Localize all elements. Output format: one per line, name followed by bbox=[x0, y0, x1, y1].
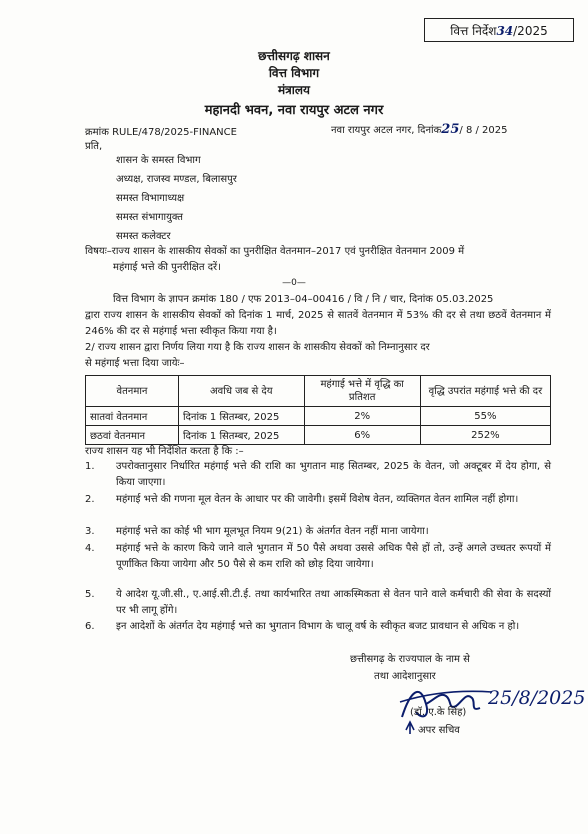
table-header-cell: वृद्धि उपरांत महंगाई भत्ते की दर bbox=[420, 376, 550, 407]
table-header-cell: वेतनमान bbox=[86, 376, 179, 407]
list-item-number: 3. bbox=[85, 526, 95, 537]
header-department: वित्त विभाग bbox=[268, 66, 320, 80]
ref-handwritten-number: 34 bbox=[496, 24, 514, 38]
subject-line2: महंगाई भत्ते की पुनरीक्षित दरें। bbox=[113, 262, 221, 273]
paragraph-2-line1: 2/ राज्य शासन द्वारा निर्णय लिया गया है कि राज्य शासन के शासकीय सेवकों को निम्नानुसार दर bbox=[85, 342, 430, 353]
list-item bbox=[85, 492, 551, 508]
list-item bbox=[85, 459, 551, 491]
table-row bbox=[86, 407, 551, 426]
signatory-name: (डॉ. ए.के सिंह) bbox=[410, 707, 467, 718]
subject bbox=[85, 244, 551, 276]
order-date-day: 25 bbox=[441, 122, 460, 137]
to-label: प्रति, bbox=[85, 141, 103, 152]
order-date-rest: / 8 / 2025 bbox=[459, 125, 508, 136]
da-rates-table bbox=[85, 375, 551, 445]
addressee: समस्त कलेक्टर bbox=[116, 231, 171, 242]
table-cell: सातवां वेतनमान bbox=[86, 407, 179, 426]
list-item bbox=[85, 619, 551, 635]
list-item bbox=[85, 587, 551, 619]
table-cell: छठवां वेतनमान bbox=[86, 426, 179, 445]
list-item-text: उपरोक्तानुसार निर्धारित महंगाई भत्ते की राशि का भुगतान माह सितम्बर, 2025 के वेतन, जो अक्टूबर में देय होगा, से किया जाएगा। bbox=[116, 461, 551, 488]
subject-line1: विषयः–राज्य शासन के शासकीय सेवकों का पुनरीक्षित वेतनमान–2017 एवं पुनरीक्षित वेतनमान 2009 में bbox=[85, 246, 465, 257]
list-item-text: ये आदेश यू.जी.सी., ए.आई.सी.टी.ई. तथा कार्यभारित तथा आकस्मिकता से वेतन पाने वाले कर्मचारी की सेवा के सदस्यों पर भी लागू होंगे। bbox=[116, 589, 551, 616]
paragraph-1 bbox=[85, 292, 551, 340]
table-cell: 252% bbox=[420, 426, 550, 445]
list-item-number: 2. bbox=[85, 494, 95, 505]
list-item bbox=[85, 541, 551, 573]
reference-number-box bbox=[424, 18, 574, 42]
signature-authority-line1: छत्तीसगढ़ के राज्यपाल के नाम से bbox=[350, 654, 470, 665]
table-cell: दिनांक 1 सितम्बर, 2025 bbox=[179, 407, 305, 426]
signature-authority-line2: तथा आदेशानुसार bbox=[374, 671, 436, 682]
signatory-designation: अपर सचिव bbox=[418, 725, 460, 736]
order-place-date bbox=[331, 122, 507, 137]
list-item-number: 5. bbox=[85, 589, 95, 600]
header-ministry: मंत्रालय bbox=[277, 83, 310, 97]
table-cell: 6% bbox=[304, 426, 420, 445]
instructions-intro: राज्य शासन यह भी निर्देशित करता है कि :– bbox=[85, 446, 244, 457]
handwritten-date: 25/8/2025 bbox=[488, 687, 586, 709]
ref-suffix: /2025 bbox=[513, 24, 548, 38]
table-cell: 55% bbox=[420, 407, 550, 426]
separator: —0— bbox=[282, 278, 306, 288]
table-cell: दिनांक 1 सितम्बर, 2025 bbox=[179, 426, 305, 445]
header-government: छत्तीसगढ़ शासन bbox=[258, 49, 330, 63]
table-header-cell: महंगाई भत्ते में वृद्धि का प्रतिशत bbox=[304, 376, 420, 407]
paragraph-1-rest: द्वारा राज्य शासन के शासकीय सेवकों को दिनांक 1 मार्च, 2025 से सातवें वेतनमान में 53% की दर से तथा छठवें वेतनमान में 246% की दर से महंगाई भत्ता स्वीकृत किया गया है। bbox=[85, 310, 551, 337]
list-item-text: इन आदेशों के अंतर्गत देय महंगाई भत्ते का भुगतान विभाग के चालू वर्ष के स्वीकृत बजट प्रावधान से अधिक न हो। bbox=[116, 621, 520, 632]
table-header-cell: अवधि जब से देय bbox=[179, 376, 305, 407]
table-header-row bbox=[86, 376, 551, 407]
addressee: शासन के समस्त विभाग bbox=[116, 155, 201, 166]
list-item-text: महंगाई भत्ते की गणना मूल वेतन के आधार पर की जावेगी। इसमें विशेष वेतन, व्यक्तिगत वेतन शामिल नहीं होगा। bbox=[116, 494, 519, 505]
addressee: अध्यक्ष, राजस्व मण्डल, बिलासपुर bbox=[116, 174, 237, 185]
addressee: समस्त विभागाध्यक्ष bbox=[116, 193, 185, 204]
ref-prefix: वित्त निर्देश bbox=[450, 24, 497, 38]
list-item-number: 4. bbox=[85, 543, 95, 554]
order-place-date-prefix: नवा रायपुर अटल नगर, दिनांक bbox=[331, 125, 442, 136]
table-row bbox=[86, 426, 551, 445]
addressee: समस्त संभागायुक्त bbox=[116, 212, 183, 223]
list-item-text: महंगाई भत्ते का कोई भी भाग मूलभूत नियम 9(21) के अंतर्गत वेतन नहीं माना जायेगा। bbox=[116, 526, 429, 537]
paragraph-2 bbox=[85, 340, 551, 372]
list-item-number: 1. bbox=[85, 461, 95, 472]
list-item bbox=[85, 524, 551, 540]
paragraph-2-line2: से महंगाई भत्ता दिया जायेः– bbox=[85, 358, 185, 369]
table-cell: 2% bbox=[304, 407, 420, 426]
header-address: महानदी भवन, नवा रायपुर अटल नगर bbox=[204, 103, 384, 118]
list-item-number: 6. bbox=[85, 621, 95, 632]
order-number: क्रमांक RULE/478/2025-FINANCE bbox=[85, 127, 237, 138]
list-item-text: महंगाई भत्ते के कारण किये जाने वाले भुगतान में 50 पैसे अथवा उससे अधिक पैसे हों तो, उन्हें अगले उच्चतर रूपयों में पूर्णांकित किया जायेगा और 50 पैसे से कम राशि को छोड़ दिया जायेगा। bbox=[116, 543, 551, 570]
paragraph-1-line1: वित्त विभाग के ज्ञापन क्रमांक 180 / एफ 2013–04–00416 / वि / नि / चार, दिनांक 05.03.2025 bbox=[113, 294, 494, 305]
